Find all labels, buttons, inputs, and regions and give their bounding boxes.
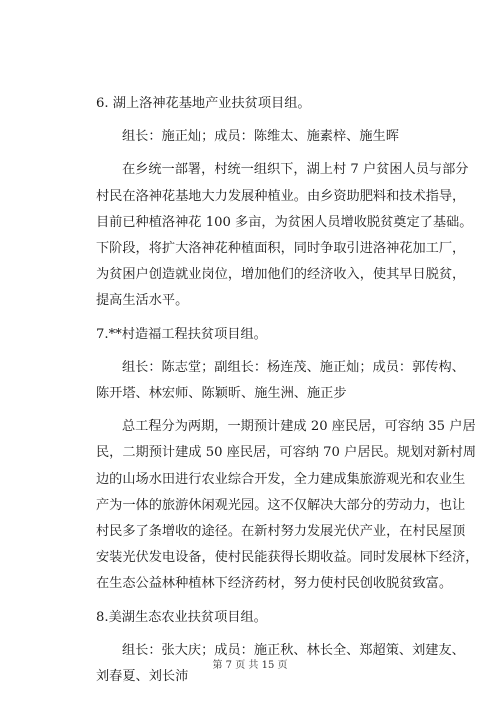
paragraph-body-6 [96, 157, 473, 314]
paragraph-members-6 [96, 124, 420, 150]
text-line: 安装光伏发电设备，使村民能获得长期收益。同时发展林下经济， [96, 550, 479, 566]
text-line: 下阶段，将扩大洛神花种植面积，同时争取引进洛神花加工厂， [96, 241, 466, 257]
text-line: 为贫困户创造就业岗位，增加他们的经济收入，使其早日脱贫， [96, 267, 466, 283]
text-line: 在乡统一部署，村统一组织下，湖上村 7 户贫困人员与部分 [122, 162, 469, 178]
paragraph-heading-8 [96, 605, 420, 631]
text-line: 7.**村造福工程扶贫项目组。 [96, 326, 267, 342]
document-body [96, 91, 479, 690]
text-line: 提高生活水平。 [96, 293, 189, 309]
text-line: 村民在洛神花基地大力发展种植业。由乡资助肥料和技术指导， [96, 188, 466, 204]
text-line: 组长：陈志堂；副组长：杨连茂、施正灿；成员：郭传构、 [122, 359, 465, 375]
text-line: 目前已种植洛神花 100 多亩，为贫困人员增收脱贫奠定了基础。 [96, 214, 473, 230]
text-line: 在生态公益林种植林下经济药材，努力使村民创收脱贫致富。 [96, 576, 453, 592]
text-line: 民，二期预计建成 50 座民居，可容纳 70 户居民。规划对新村周 [96, 445, 477, 461]
text-line: 产为一体的旅游休闲观光园。这不仅解决大部分的劳动力，也让 [96, 497, 466, 513]
text-line: 6. 湖上洛神花基地产业扶贫项目组。 [96, 96, 311, 111]
text-line: 总工程分为两期，一期预计建成 20 座民居，可容纳 35 户居 [122, 419, 476, 435]
text-line: 陈开塔、林宏师、陈颖昕、施生洲、施正步 [96, 386, 347, 402]
text-line: 组长：张大庆；成员：施正秋、林长全、郑超策、刘建友、 [122, 642, 465, 658]
paragraph-members-7 [96, 355, 465, 407]
paragraph-body-7 [96, 414, 479, 597]
page-number-footer: 第 7 页 共 15 页 [212, 660, 288, 671]
text-line: 村民多了条增收的途径。在新村努力发展光伏产业，在村民屋顶 [96, 524, 466, 540]
paragraph-heading-6 [96, 91, 420, 117]
text-line: 组长：施正灿；成员：陈维太、施素梓、施生晖 [122, 129, 399, 145]
text-line: 边的山场水田进行农业综合开发，全力建成集旅游观光和农业生 [96, 471, 466, 487]
paragraph-heading-7 [96, 322, 420, 348]
text-line: 刘春夏、刘长沛 [96, 669, 189, 685]
text-line: 8.美湖生态农业扶贫项目组。 [96, 609, 267, 625]
